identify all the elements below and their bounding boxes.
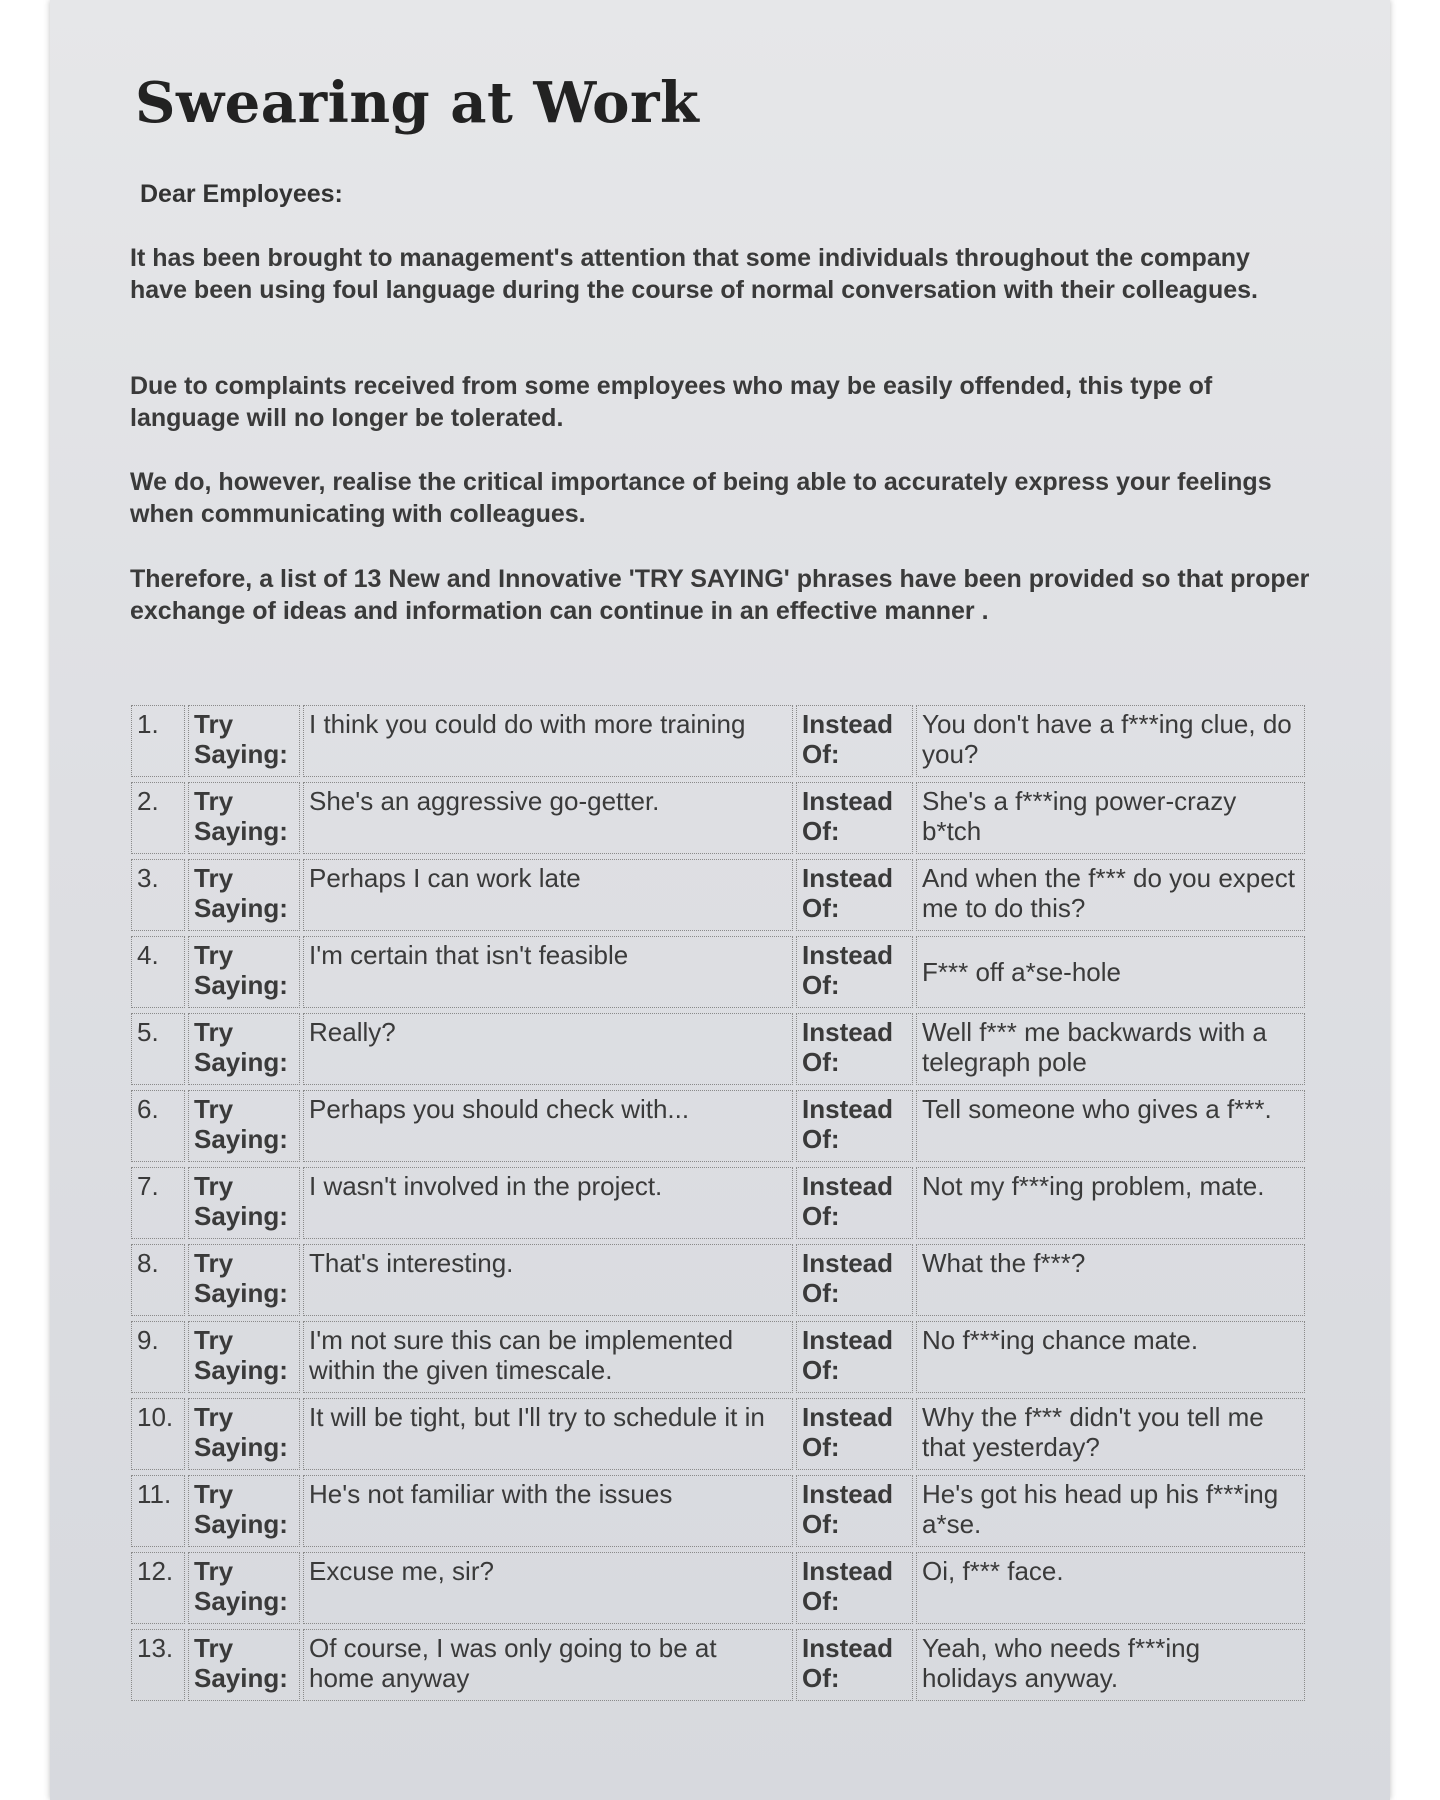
table-row (131, 705, 1305, 777)
try-label-line1: Try (194, 1094, 234, 1124)
try-label-line2: Saying: (194, 1047, 288, 1077)
try-saying-text: That's interesting. (303, 1244, 793, 1316)
instead-label-line2: Of: (802, 1124, 840, 1154)
instead-label-line1: Instead (802, 1479, 894, 1509)
try-saying-label (188, 1321, 300, 1393)
instead-label-line2: Of: (802, 1355, 840, 1385)
instead-label-line2: Of: (802, 1278, 840, 1308)
instead-label-line2: Of: (802, 1586, 840, 1616)
try-saying-text: I'm certain that isn't feasible (303, 936, 793, 1008)
try-label-line1: Try (194, 1633, 234, 1663)
table-row (131, 1629, 1305, 1701)
instead-of-text: He's got his head up his f***ing a*se. (916, 1475, 1305, 1547)
try-label-line1: Try (194, 709, 234, 739)
try-label-line2: Saying: (194, 1124, 288, 1154)
instead-of-text: No f***ing chance mate. (916, 1321, 1305, 1393)
try-label-line2: Saying: (194, 893, 288, 923)
instead-of-label (796, 1244, 913, 1316)
try-label-line2: Saying: (194, 1586, 288, 1616)
instead-of-label (796, 1090, 913, 1162)
try-saying-label (188, 1629, 300, 1701)
instead-of-text: She's a f***ing power-crazy b*tch (916, 782, 1305, 854)
instead-label-line1: Instead (802, 1633, 894, 1663)
instead-label-line2: Of: (802, 1432, 840, 1462)
table-row (131, 1321, 1305, 1393)
page-title: Swearing at Work (135, 70, 700, 136)
instead-label-line1: Instead (802, 1556, 894, 1586)
try-label-line1: Try (194, 1325, 234, 1355)
intro-paragraph-1: It has been brought to management's attention that some individuals throughout the company have been using foul language during the course of normal conversation with their colleagues. (130, 244, 1258, 304)
try-saying-text: I think you could do with more training (303, 705, 793, 777)
try-saying-label (188, 1167, 300, 1239)
try-label-line2: Saying: (194, 739, 288, 769)
instead-of-label (796, 705, 913, 777)
instead-label-line2: Of: (802, 1047, 840, 1077)
table-row (131, 1475, 1305, 1547)
try-label-line2: Saying: (194, 1509, 288, 1539)
row-number: 9. (131, 1321, 185, 1393)
row-number: 7. (131, 1167, 185, 1239)
instead-of-label (796, 1013, 913, 1085)
instead-label-line1: Instead (802, 1094, 894, 1124)
try-saying-text: I wasn't involved in the project. (303, 1167, 793, 1239)
try-saying-label (188, 1475, 300, 1547)
try-label-line1: Try (194, 786, 234, 816)
instead-of-text: Tell someone who gives a f***. (916, 1090, 1305, 1162)
row-number: 13. (131, 1629, 185, 1701)
try-label-line1: Try (194, 1017, 234, 1047)
instead-of-label (796, 1552, 913, 1624)
try-label-line1: Try (194, 863, 234, 893)
phrase-table (128, 700, 1308, 1706)
intro-paragraph-4: Therefore, a list of 13 New and Innovative 'TRY SAYING' phrases have been provided so that proper exchange of ideas and information can continue in an effective manner . (130, 565, 1310, 625)
row-number: 8. (131, 1244, 185, 1316)
try-label-line2: Saying: (194, 1663, 288, 1693)
instead-label-line2: Of: (802, 970, 840, 1000)
try-label-line2: Saying: (194, 1278, 288, 1308)
try-saying-text: He's not familiar with the issues (303, 1475, 793, 1547)
memo-sheet (50, 0, 1390, 1800)
try-label-line1: Try (194, 1171, 234, 1201)
instead-label-line2: Of: (802, 1201, 840, 1231)
try-saying-label (188, 705, 300, 777)
phrase-table-body (131, 705, 1305, 1701)
instead-label-line2: Of: (802, 739, 840, 769)
instead-of-label (796, 1475, 913, 1547)
row-number: 5. (131, 1013, 185, 1085)
instead-of-label (796, 859, 913, 931)
row-number: 11. (131, 1475, 185, 1547)
try-saying-label (188, 1244, 300, 1316)
row-number: 6. (131, 1090, 185, 1162)
instead-of-text: F*** off a*se-hole (916, 936, 1305, 1008)
try-label-line1: Try (194, 1402, 234, 1432)
instead-label-line1: Instead (802, 940, 894, 970)
instead-label-line1: Instead (802, 1171, 894, 1201)
table-row (131, 1167, 1305, 1239)
try-label-line1: Try (194, 1248, 234, 1278)
try-label-line2: Saying: (194, 1355, 288, 1385)
try-label-line1: Try (194, 940, 234, 970)
try-saying-label (188, 1013, 300, 1085)
table-row (131, 1398, 1305, 1470)
greeting: Dear Employees: (140, 180, 343, 208)
table-row (131, 1244, 1305, 1316)
instead-of-label (796, 1629, 913, 1701)
instead-of-text: Oi, f*** face. (916, 1552, 1305, 1624)
try-saying-label (188, 1398, 300, 1470)
instead-label-line2: Of: (802, 1663, 840, 1693)
try-saying-label (188, 1552, 300, 1624)
try-saying-text: Really? (303, 1013, 793, 1085)
instead-label-line2: Of: (802, 1509, 840, 1539)
instead-label-line1: Instead (802, 709, 894, 739)
try-saying-text: Of course, I was only going to be at home anyway (303, 1629, 793, 1701)
try-saying-label (188, 782, 300, 854)
try-label-line2: Saying: (194, 1201, 288, 1231)
table-row (131, 859, 1305, 931)
try-label-line2: Saying: (194, 970, 288, 1000)
instead-label-line1: Instead (802, 863, 894, 893)
instead-label-line1: Instead (802, 1402, 894, 1432)
instead-of-text: And when the f*** do you expect me to do this? (916, 859, 1305, 931)
intro-paragraph-2: Due to complaints received from some employees who may be easily offended, this type of language will no longer be tolerated. (130, 372, 1213, 432)
try-saying-text: She's an aggressive go-getter. (303, 782, 793, 854)
try-saying-text: I'm not sure this can be implemented within the given timescale. (303, 1321, 793, 1393)
try-saying-label (188, 859, 300, 931)
try-saying-text: Perhaps you should check with... (303, 1090, 793, 1162)
instead-of-text: Yeah, who needs f***ing holidays anyway. (916, 1629, 1305, 1701)
instead-label-line1: Instead (802, 1325, 894, 1355)
row-number: 12. (131, 1552, 185, 1624)
instead-of-text: Well f*** me backwards with a telegraph pole (916, 1013, 1305, 1085)
try-saying-text: Excuse me, sir? (303, 1552, 793, 1624)
instead-of-label (796, 1321, 913, 1393)
instead-label-line1: Instead (802, 1248, 894, 1278)
instead-of-label (796, 782, 913, 854)
row-number: 3. (131, 859, 185, 931)
instead-label-line1: Instead (802, 786, 894, 816)
instead-of-text: Not my f***ing problem, mate. (916, 1167, 1305, 1239)
try-label-line1: Try (194, 1479, 234, 1509)
row-number: 4. (131, 936, 185, 1008)
table-row (131, 1552, 1305, 1624)
try-label-line2: Saying: (194, 1432, 288, 1462)
instead-of-text: Why the f*** didn't you tell me that yesterday? (916, 1398, 1305, 1470)
try-saying-text: Perhaps I can work late (303, 859, 793, 931)
intro-paragraph-3: We do, however, realise the critical importance of being able to accurately express your feelings when communicating with colleagues. (130, 468, 1272, 528)
try-label-line1: Try (194, 1556, 234, 1586)
try-saying-label (188, 936, 300, 1008)
instead-of-text: You don't have a f***ing clue, do you? (916, 705, 1305, 777)
try-saying-label (188, 1090, 300, 1162)
row-number: 10. (131, 1398, 185, 1470)
instead-label-line2: Of: (802, 816, 840, 846)
instead-of-label (796, 936, 913, 1008)
table-row (131, 1013, 1305, 1085)
instead-of-text: What the f***? (916, 1244, 1305, 1316)
instead-of-label (796, 1167, 913, 1239)
table-row (131, 936, 1305, 1008)
instead-of-label (796, 1398, 913, 1470)
try-label-line2: Saying: (194, 816, 288, 846)
table-row (131, 1090, 1305, 1162)
try-saying-text: It will be tight, but I'll try to schedule it in (303, 1398, 793, 1470)
table-row (131, 782, 1305, 854)
instead-label-line1: Instead (802, 1017, 894, 1047)
instead-label-line2: Of: (802, 893, 840, 923)
row-number: 1. (131, 705, 185, 777)
row-number: 2. (131, 782, 185, 854)
